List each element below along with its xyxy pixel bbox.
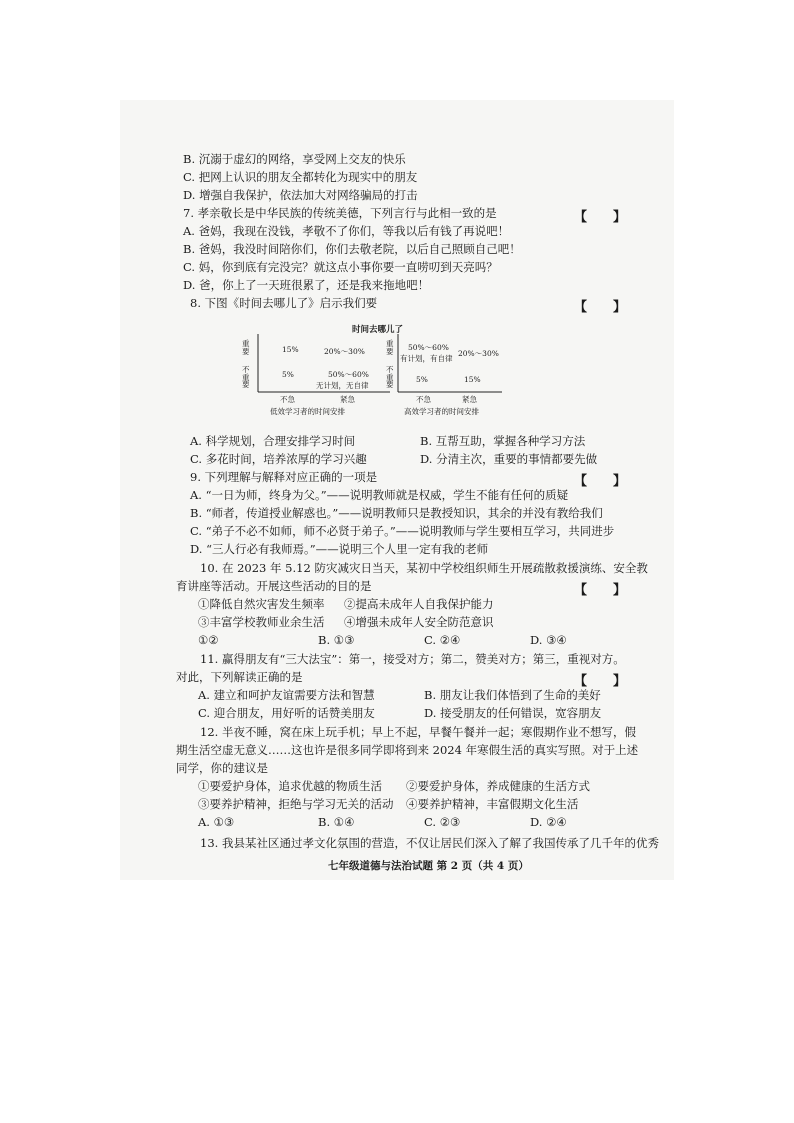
q10-option-d: D. ③④ xyxy=(530,633,567,647)
left-br-value: 50%～60% xyxy=(328,370,369,379)
q10-item-3: ③丰富学校教师业余生活 xyxy=(198,615,325,629)
right-tl-note: 有计划，有自律 xyxy=(400,354,453,363)
right-x-right: 紧急 xyxy=(462,395,477,404)
q10-item-1: ①降低自然灾害发生频率 xyxy=(198,597,325,611)
q8-option-c: C. 多花时间，培养浓厚的学习兴趣 xyxy=(190,452,367,466)
q12-item-2: ②要爱护身体，养成健康的生活方式 xyxy=(406,779,590,793)
q12-stem-line3: 同学，你的建议是 xyxy=(176,761,268,775)
q11-answer-bracket: 【 】 xyxy=(574,674,627,689)
right-y-bottom: 不重要 xyxy=(386,365,394,389)
left-caption: 低效学习者的时间安排 xyxy=(270,407,345,416)
q6-option-c: C. 把网上认识的朋友全都转化为现实中的朋友 xyxy=(183,170,418,184)
q10-stem-line2: 育讲座等活动。开展这些活动的目的是 xyxy=(176,579,372,593)
left-tl-value: 15% xyxy=(282,345,299,354)
q10-option-b: B. ①③ xyxy=(318,633,355,647)
q9-option-d: D. “三人行必有我师焉。”——说明三个人里一定有我的老师 xyxy=(190,542,489,556)
page-footer: 七年级道德与法治试题 第 2 页（共 4 页） xyxy=(328,860,529,872)
q10-option-c: C. ②④ xyxy=(424,633,461,647)
left-x-left: 不急 xyxy=(280,395,295,404)
q12-item-3: ③要养护精神，拒绝与学习无关的活动 xyxy=(198,797,394,811)
left-tr-value: 20%～30% xyxy=(324,347,365,356)
right-br-value: 15% xyxy=(464,375,481,384)
q12-item-1: ①要爱护身体，追求优越的物质生活 xyxy=(198,779,382,793)
q11-option-b: B. 朋友让我们体悟到了生命的美好 xyxy=(424,688,601,702)
q12-item-4: ④要养护精神，丰富假期文化生活 xyxy=(406,797,579,811)
q9-option-b: B. “师者，传道授业解惑也。”——说明教师只是教授知识，其余的并没有教给我们 xyxy=(190,506,603,520)
q7-answer-bracket: 【 】 xyxy=(574,210,627,225)
q11-option-c: C. 迎合朋友，用好听的话赞美朋友 xyxy=(198,706,375,720)
q8-option-b: B. 互帮互助，掌握各种学习方法 xyxy=(420,434,586,448)
q8-stem: 8. 下图《时间去哪儿了》启示我们要 xyxy=(190,296,378,310)
q11-stem-line1: 11. 赢得朋友有“三大法宝”：第一，接受对方；第二，赞美对方；第三，重视对方。 xyxy=(200,652,625,666)
q10-item-2: ②提高未成年人自我保护能力 xyxy=(344,597,494,611)
q6-option-b: B. 沉溺于虚幻的网络，享受网上交友的快乐 xyxy=(183,152,406,166)
time-chart xyxy=(240,326,510,421)
q8-option-a: A. 科学规划，合理安排学习时间 xyxy=(190,434,356,448)
q10-answer-bracket: 【 】 xyxy=(574,583,627,598)
q9-option-c: C. “弟子不必不如师，师不必贤于弟子。”——说明教师与学生要相互学习，共同进步 xyxy=(190,524,615,538)
q10-item-4: ④增强未成年人安全防范意识 xyxy=(344,615,494,629)
q10-stem-line1: 10. 在 2023 年 5.12 防灾减灾日当天，某初中学校组织师生开展疏散救援演练、安全教 xyxy=(200,561,648,575)
q7-option-c: C. 妈，你到底有完没完？就这点小事你要一直唠叨到天亮吗？ xyxy=(183,260,498,274)
q12-stem-line1: 12. 半夜不睡，窝在床上玩手机；早上不起，早餐午餐并一起；寒假期作业不想写，假 xyxy=(200,725,636,739)
right-bl-value: 5% xyxy=(416,375,428,384)
chart-title: 时间去哪儿了 xyxy=(352,325,404,335)
right-tl-value: 50%～60% xyxy=(408,343,449,352)
left-y-bottom: 不重要 xyxy=(242,365,250,389)
q12-option-d: D. ②④ xyxy=(530,815,567,829)
q12-option-c: C. ②③ xyxy=(424,815,461,829)
q7-option-b: B. 爸妈，我没时间陪你们，你们去敬老院，以后自己照顾自己吧！ xyxy=(183,242,521,256)
right-caption: 高效学习者的时间安排 xyxy=(404,407,479,416)
q7-stem: 7. 孝亲敬长是中华民族的传统美德，下列言行与此相一致的是 xyxy=(183,206,497,220)
left-x-right: 紧急 xyxy=(340,395,355,404)
q13-stem: 13. 我县某社区通过孝文化氛围的营造，不仅让居民们深入了解了我国传承了几千年的优秀 xyxy=(200,836,659,850)
q10-option-a: ①② xyxy=(198,633,219,647)
q11-option-a: A. 建立和呵护友谊需要方法和智慧 xyxy=(198,688,375,702)
q11-stem-line2: 对此，下列解读正确的是 xyxy=(176,670,303,684)
right-x-left: 不急 xyxy=(416,395,431,404)
q12-option-b: B. ①④ xyxy=(318,815,355,829)
q9-answer-bracket: 【 】 xyxy=(574,474,627,489)
q6-option-d: D. 增强自我保护，依法加大对网络骗局的打击 xyxy=(183,188,418,202)
q8-answer-bracket: 【 】 xyxy=(574,300,627,315)
q9-option-a: A. “一日为师，终身为父。”——说明教师就是权威，学生不能有任何的质疑 xyxy=(190,488,569,502)
q9-stem: 9. 下列理解与解释对应正确的一项是 xyxy=(190,470,378,484)
q8-option-d: D. 分清主次，重要的事情都要先做 xyxy=(420,452,598,466)
q12-stem-line2: 期生活空虚无意义……这也许是很多同学即将到来 2024 年寒假生活的真实写照。对于上述 xyxy=(176,743,639,757)
q11-option-d: D. 接受朋友的任何错误，宽容朋友 xyxy=(424,706,602,720)
left-br-note: 无计划，无自律 xyxy=(316,381,369,390)
q7-option-a: A. 爸妈，我现在没钱，孝敬不了你们，等我以后有钱了再说吧！ xyxy=(183,224,510,238)
left-y-top: 重要 xyxy=(242,339,250,356)
left-bl-value: 5% xyxy=(282,370,294,379)
q7-option-d: D. 爸，你上了一天班很累了，还是我来拖地吧！ xyxy=(183,278,430,292)
right-y-top: 重要 xyxy=(386,339,394,356)
right-tr-value: 20%～30% xyxy=(458,349,499,358)
q12-option-a: A. ①③ xyxy=(198,815,235,829)
